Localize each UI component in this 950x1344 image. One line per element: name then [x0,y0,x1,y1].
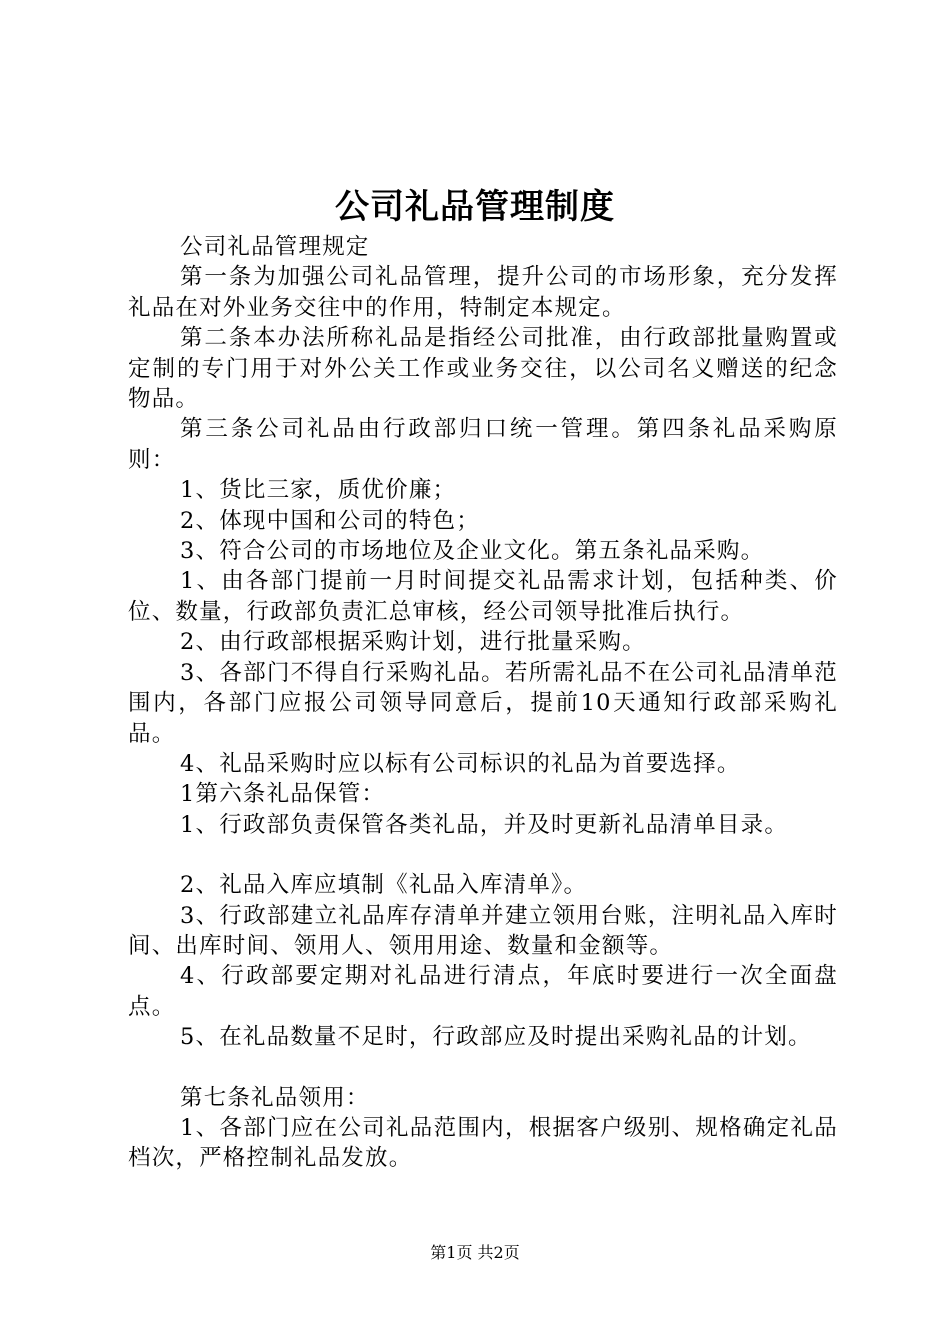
paragraph-item: 1、由各部门提前一月时间提交礼品需求计划，包括种类、价位、数量，行政部负责汇总审核，经公司领导批准后执行。 [128,568,838,625]
paragraph-item: 1、货比三家，质优价廉； [180,477,457,504]
paragraph-item: 2、由行政部根据采购计划，进行批量采购。 [180,629,646,656]
document-title: 公司礼品管理制度 [335,187,615,227]
paragraph-article-1: 第一条为加强公司礼品管理，提升公司的市场形象，充分发挥礼品在对外业务交往中的作用，特制定本规定。 [128,264,838,321]
paragraph-item: 1、行政部负责保管各类礼品，并及时更新礼品清单目录。 [180,811,789,838]
paragraph-item: 4、行政部要定期对礼品进行清点，年底时要进行一次全面盘点。 [128,963,838,1020]
paragraph-item: 2、礼品入库应填制《礼品入库清单》。 [180,872,588,899]
paragraph-item: 4、礼品采购时应以标有公司标识的礼品为首要选择。 [180,750,741,777]
paragraph-item: 5、在礼品数量不足时，行政部应及时提出采购礼品的计划。 [180,1024,812,1051]
paragraph-article-6: 1第六条礼品保管： [180,781,386,808]
paragraph-article-2: 第二条本办法所称礼品是指经公司批准，由行政部批量购置或定制的专门用于对外公关工作或业务交往，以公司名义赠送的纪念物品。 [128,325,838,413]
document-body [128,232,838,1174]
page-number-footer: 第1页 共2页 [430,1243,520,1262]
paragraph-item: 3、行政部建立礼品库存清单并建立领用台账，注明礼品入库时间、出库时间、领用人、领用用途、数量和金额等。 [128,902,838,959]
paragraph-article-7: 第七条礼品领用： [180,1084,370,1111]
paragraph-heading: 公司礼品管理规定 [180,234,370,260]
paragraph-item: 3、各部门不得自行采购礼品。若所需礼品不在公司礼品清单范围内，各部门应报公司领导同意后，提前10天通知行政部采购礼品。 [128,659,838,747]
paragraph-item: 2、体现中国和公司的特色； [180,507,480,534]
paragraph-item: 1、各部门应在公司礼品范围内，根据客户级别、规格确定礼品档次，严格控制礼品发放。 [128,1114,838,1172]
paragraph-item: 3、符合公司的市场地位及企业文化。第五条礼品采购。 [180,538,765,565]
paragraph-article-3-4: 第三条公司礼品由行政部归口统一管理。第四条礼品采购原则： [128,416,838,473]
